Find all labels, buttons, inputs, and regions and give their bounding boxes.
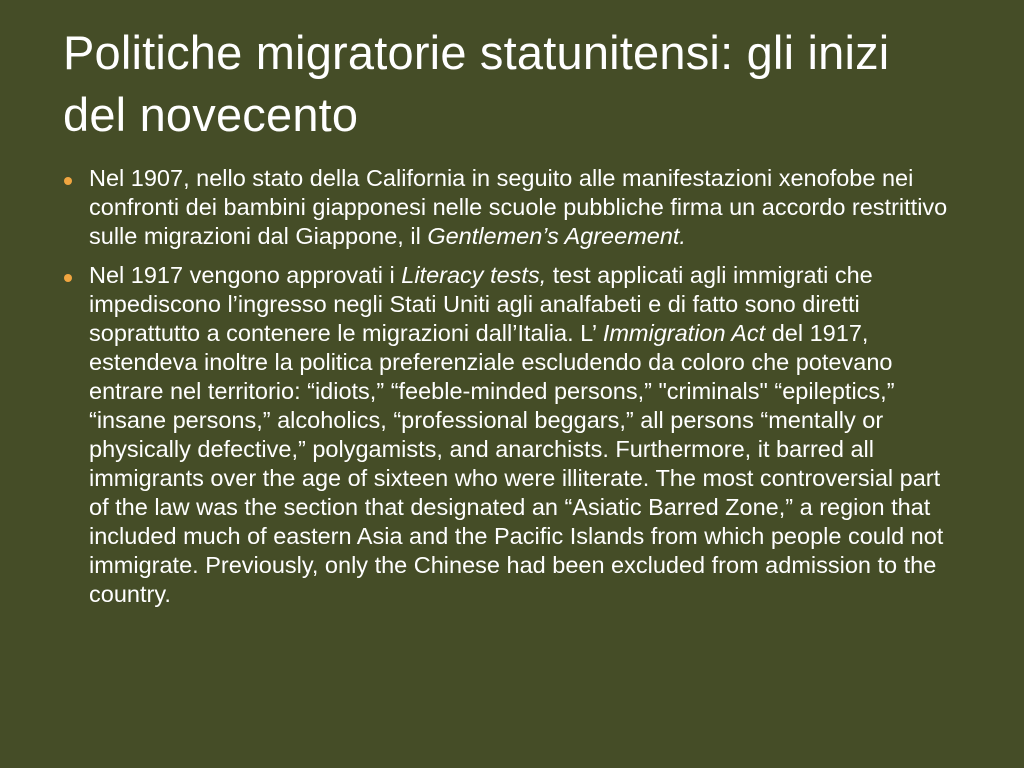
bullet-1917-text-start: Nel 1917 vengono approvati i <box>89 262 402 288</box>
bullet-item-1907 <box>63 164 963 251</box>
bullet-1917-text-middle: test applicati agli immigrati che impediscono l’ingresso negli Stati Uniti agli analfabeti e di fatto sono diretti soprattutto a contenere le migrazioni dall’Italia. L’ <box>89 262 873 346</box>
bullet-list <box>63 164 963 619</box>
immigration-act-italic: Immigration Act <box>602 320 766 346</box>
bullet-dot-icon <box>64 177 72 185</box>
bullet-dot-icon <box>64 274 72 282</box>
gentlemens-agreement-italic: Gentlemen’s Agreement. <box>427 223 686 249</box>
slide-title: Politiche migratorie statunitensi: gli inizi del novecento <box>63 26 890 141</box>
bullet-1917-text-end: del 1917, estendeva inoltre la politica preferenziale escludendo da coloro che potevano entrare nel territorio: “idiots,” “feeble-minded persons,” "criminals" “epileptics,” “insane persons,” alcoholics, “professional beggars,” all persons “mentally or physically defective,” polygamists, and anarchists. Furthermore, it barred all immigrants over the age of sixteen who were illiterate. The most controversial part of the law was the section that designated an “Asiatic Barred Zone,” a region that included much of eastern Asia and the Pacific Islands from which people could not immigrate. Previously, only the Chinese had been excluded from admission to the country. <box>89 320 944 607</box>
bullet-item-1917 <box>63 261 963 609</box>
literacy-tests-italic: Literacy tests, <box>401 262 547 288</box>
bullet-1907-text: Nel 1907, nello stato della California in seguito alle manifestazioni xenofobe nei confronti dei bambini giapponesi nelle scuole pubbliche firma un accordo restrittivo sulle migrazioni dal Giappone, il <box>89 165 948 249</box>
